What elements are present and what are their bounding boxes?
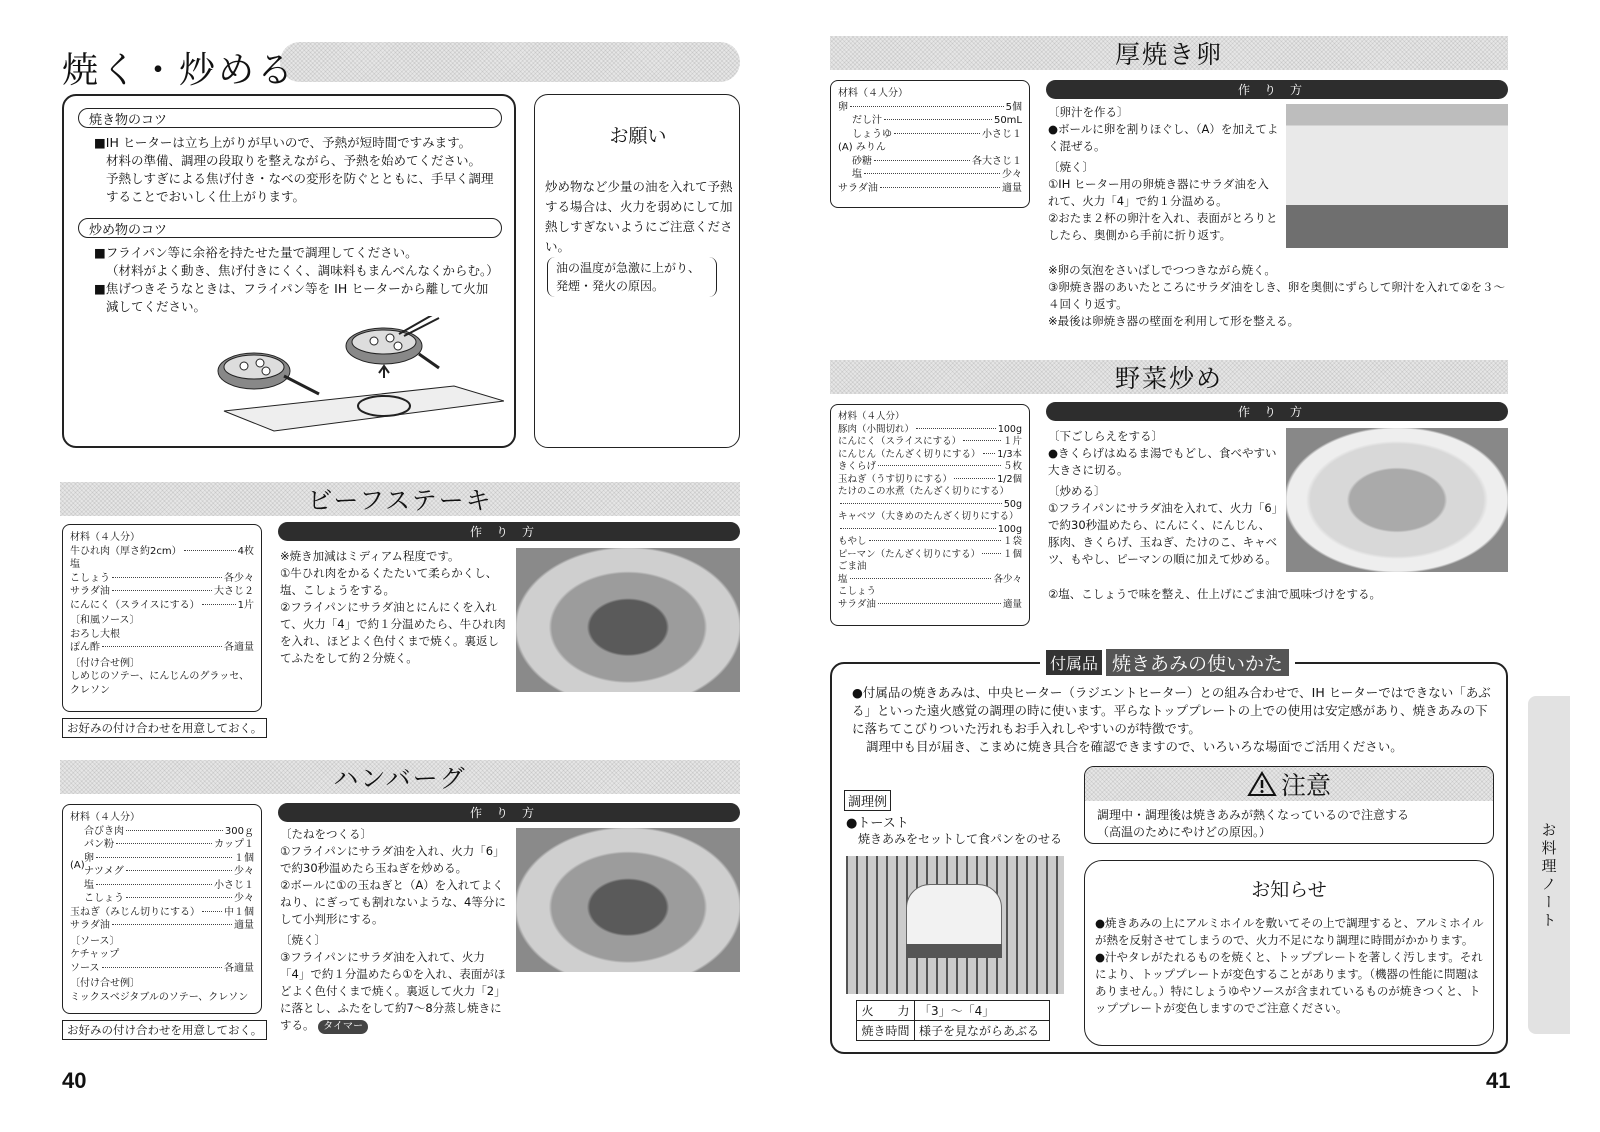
beef-ingredients-box: 材料（４人分） 牛ひれ肉（厚さ約2cm） 4枚 塩 こしょう 各少々 サラダ油 大さじ２ にんにく（スライスにする） 1片 〔和風ソース〕 おろし大根 ぽん酢 各適量 〔付け合せ例〕 しめじのソテー、にんじんのグラッセ、クレソン bbox=[62, 524, 262, 712]
title-hatch-band bbox=[280, 42, 740, 82]
tamago-title-bar: 厚焼き卵 bbox=[830, 36, 1508, 70]
yasai-title-bar: 野菜炒め bbox=[830, 360, 1508, 394]
yasai-method-bar: 作り方 bbox=[1046, 402, 1508, 421]
cooking-table: 火 力 「3」～「4」 焼き時間 様子を見ながらあぶる bbox=[856, 1000, 1050, 1041]
info-title: お知らせ bbox=[1251, 879, 1327, 901]
info-box bbox=[1084, 860, 1494, 1046]
beef-steak-photo bbox=[516, 548, 740, 692]
hamburg-photo bbox=[516, 828, 740, 972]
onegai-title: お願い bbox=[609, 125, 667, 147]
beef-steps: ※焼き加減はミディアム程度です。 ①牛ひれ肉をかるくたたいて柔らかくし、塩、こしょうをする。 ②フライパンにサラダ油とにんにくを入れて、火力「4」で約１分温めたら、牛ひれ肉を入れ、ほどよく色付くまで焼く。裏返してふたをして約２分焼く。 bbox=[280, 549, 506, 665]
tamago-method-bar: 作り方 bbox=[1046, 80, 1508, 99]
hamburg-ingredients-box: 材料（４人分） (A) 合びき肉 300ｇ パン粉 カップ１ 卵 １個 ナツメグ 少々 塩 小さじ１ こしょう 少々 玉ねぎ（みじん切りにする） 中１個 サラダ油 適量 〔ソース〕 ケチャップ ソース 各適量 〔付け合せ例〕 ミックスベジタブルのソテー、クレソン bbox=[62, 804, 262, 1014]
page-number-right: 41 bbox=[1486, 1068, 1511, 1093]
hamburg-title-bar: ハンバーグ bbox=[60, 760, 740, 794]
yaki-tips-text: ■IH ヒーターは立ち上がりが早いので、予熱が短時間ですみます。 材料の準備、調理の段取りを整えながら、予熱を始めてください。 予熱しすぎによる焦げ付き・なべの変形を防ぐとともに、手早く調理 することでおいしく仕上がります。 bbox=[94, 135, 494, 204]
itame-tips-text: ■フライパン等に余裕を持たせた量で調理してください。 （材料がよく動き、焦げ付きにくく、調味料もまんべんなくからむ。） ■焦げつきそうなときは、フライパン等を IH ヒーターから離して火加 減してください。 bbox=[94, 245, 499, 314]
info-item-2: ●汁やタレがたれるものを焼くと、トッププレートを著しく汚します。それにより、トッププレートが変色することがあります。（機器の性能に問題はありません。）特にしょうゆやソースが含まれているものが焼きつくと、トッププレートが変色しますのでご注意ください。 bbox=[1095, 950, 1483, 1015]
yakiami-header bbox=[1040, 650, 1295, 674]
itame-tips-label: 炒め物のコツ bbox=[78, 218, 502, 238]
toast-photo bbox=[846, 856, 1064, 994]
side-tab[interactable]: お料理ノート bbox=[1528, 696, 1570, 1034]
page-title: 焼く・炒める bbox=[62, 50, 297, 91]
tamago-steps-bottom: ※卵の気泡をさいばしでつつきながら焼く。 ③卵焼き器のあいたところにサラダ油をしき、卵を奥側にずらして卵汁を入れて②を３～４回くり返す。 ※最後は卵焼き器の壁面を利用して形を整える。 bbox=[1048, 263, 1506, 328]
yasai-ingredients-box: 材料（４人分） 豚肉（小間切れ） 100g にんにく（スライスにする） １片 にんじん（たんざく切りにする） 1/3本 きくらげ ５枚 玉ねぎ（うす切りにする） 1/2個 たけのこの水煮（たんざく切りにする） 50g キャベツ（大きめのたんざく切りにする） 100g もやし １袋 ピーマン（たんざく切りにする） １個 ごま油 塩 各少々 こしょう サラダ油 適量 bbox=[830, 404, 1030, 626]
frying-pan-illustration bbox=[204, 316, 504, 436]
yakiami-badge: 付属品 bbox=[1046, 650, 1102, 675]
tamago-steps-top: 〔卵汁を作る〕 ●ボールに卵を割りほぐし、（A）を加えてよく混ぜる。 〔焼く〕 ①IH ヒーター用の卵焼き器にサラダ油を入れて、火力「4」で約１分温める。 ②おたま２杯の卵汁を入れ、表面がとろりとしたら、奥側から手前に折り返す。 bbox=[1048, 105, 1279, 242]
beef-method-bar: 作り方 bbox=[278, 522, 740, 541]
onegai-paren: 油の温度が急激に上がり、発煙・発火の原因。 bbox=[547, 257, 717, 297]
onegai-box bbox=[534, 94, 740, 448]
yasai-photo bbox=[1286, 428, 1508, 572]
example-label: 調理例 bbox=[844, 790, 891, 811]
beef-title-bar: ビーフステーキ bbox=[60, 482, 740, 516]
tamago-ingredients-box: 材料（４人分） 卵 5個 だし汁 50mL しょうゆ 小さじ１ (A) みりん 砂糖 各大さじ１ 塩 少々 サラダ油 適量 bbox=[830, 80, 1030, 208]
tips-box bbox=[62, 94, 516, 448]
info-item-1: ●焼きあみの上にアルミホイルを敷いてその上で調理すると、アルミホイルが熱を反射させてしまうので、火力不足になり調理に時間がかかります。 bbox=[1095, 916, 1484, 947]
warning-icon bbox=[1247, 771, 1277, 797]
yasai-steps: 〔下ごしらえをする〕 ●きくらげはぬるま湯でもどし、食べやすい大きさに切る。 〔炒める〕 ①フライパンにサラダ油を入れて、火力「6」で約30秒温めたら、にんにく、にんじん、豚肉、きくらげ、玉ねぎ、たけのこ、キャベツ、もやし、ピーマンの順に加えて炒める。 bbox=[1048, 429, 1278, 566]
example-text: 焼きあみをセットして食パンをのせる bbox=[858, 832, 1063, 846]
yasai-steps-last: ②塩、こしょうで味を整え、仕上げにごま油で風味づけをする。 bbox=[1048, 587, 1381, 601]
hamburg-method-bar: 作り方 bbox=[278, 803, 740, 822]
caution-paren: （高温のためにやけどの原因。） bbox=[1097, 825, 1272, 839]
example-title: ●トースト bbox=[846, 816, 909, 831]
timer-badge: タイマー bbox=[318, 1020, 368, 1034]
hamburg-steps: 〔たねをつくる〕 ①フライパンにサラダ油を入れ、火力「6」で約30秒温めたら玉ねぎを炒める。 ②ボールに①の玉ねぎと（A）を入れてよくねり、にぎっても割れないような、4等分にして小判形にする。 〔焼く〕 ③フライパンにサラダ油を入れて、火力「4」で約１分温めたら①を入れ、表面がほどよく色付くまで焼く。裏返して火力「2」に落とし、ふたをして約7～8分蒸し焼きにする。 タイマー bbox=[280, 827, 506, 1032]
caution-title: 注意 bbox=[1280, 771, 1331, 800]
onegai-text: 炒め物など少量の油を入れて予熱する場合は、火力を弱めにして加熱しすぎないようにご注意ください。 bbox=[545, 179, 733, 254]
yaki-tips-label: 焼き物のコツ bbox=[78, 108, 502, 128]
beef-note: お好みの付け合わせを用意しておく。 bbox=[62, 718, 267, 738]
yakiami-title: 焼きあみの使いかた bbox=[1106, 649, 1289, 676]
hamburg-note: お好みの付け合わせを用意しておく。 bbox=[62, 1020, 267, 1040]
caution-text: 調理中・調理後は焼きあみが熱くなっているので注意する bbox=[1097, 808, 1410, 822]
yakiami-intro: ●付属品の焼きあみは、中央ヒーター（ラジエントヒーター）との組み合わせで、IH ヒーターではできない「あぶる」といった遠火感覚の調理の時に使います。平らなトッププレートの上での使用は安定感があり、焼きあみの下に落ちてこびりついた汚れもお手入れしやすいのが特徴です。 調理中も目が届き、こまめに焼き具合を確認できますので、いろいろな場面でご活用ください。 bbox=[852, 685, 1491, 754]
tamago-photo bbox=[1286, 104, 1508, 248]
page-number-left: 40 bbox=[62, 1068, 87, 1093]
caution-box bbox=[1084, 766, 1494, 844]
